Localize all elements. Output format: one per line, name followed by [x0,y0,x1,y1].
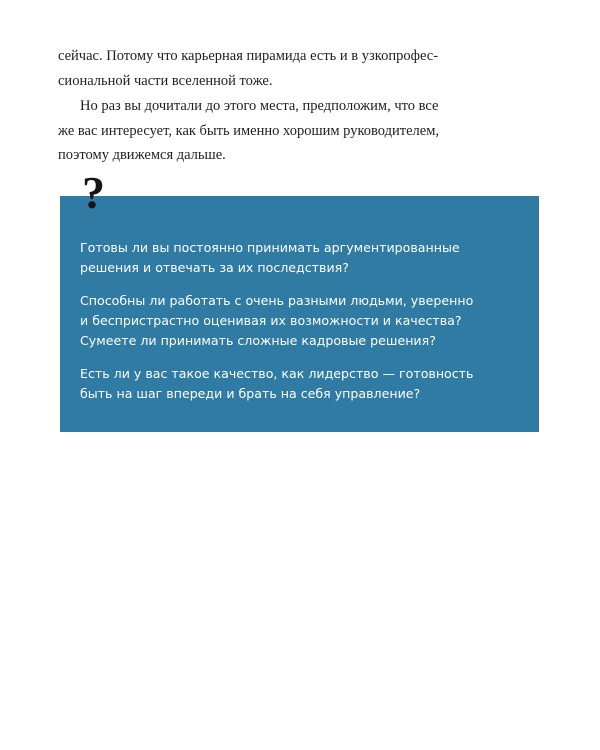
question-line: Готовы ли вы постоянно принимать аргументированные [80,240,460,255]
text-line: Но раз вы дочитали до этого места, предположим, что все [80,98,439,114]
question-line: Сумеете ли принимать сложные кадровые решения? [80,333,436,348]
text-line: сиональной части вселенной тоже. [58,72,273,89]
text-line: поэтому движемся дальше. [58,147,226,163]
question-line: быть на шаг впереди и брать на себя управление? [80,386,421,401]
text-line: же вас интересует, как быть именно хорошим руководителем, [58,122,440,139]
body-text [58,44,540,168]
paragraph-2 [58,94,540,168]
question-item-2 [80,291,520,351]
question-mark-icon: ? [82,167,105,218]
paragraph-1 [58,44,540,93]
question-item-3 [80,364,520,404]
question-line: Есть ли у вас такое качество, как лидерство — готовность [80,366,474,381]
text-line: сейчас. Потому что карьерная пирамида есть и в узкопрофес- [58,48,439,64]
question-list [80,238,520,417]
question-line: и беспристрастно оценивая их возможности и качества? [80,313,462,328]
question-line: решения и отвечать за их последствия? [80,260,349,275]
question-line: Способны ли работать с очень разными людьми, уверенно [80,293,474,308]
question-item-1 [80,238,520,278]
